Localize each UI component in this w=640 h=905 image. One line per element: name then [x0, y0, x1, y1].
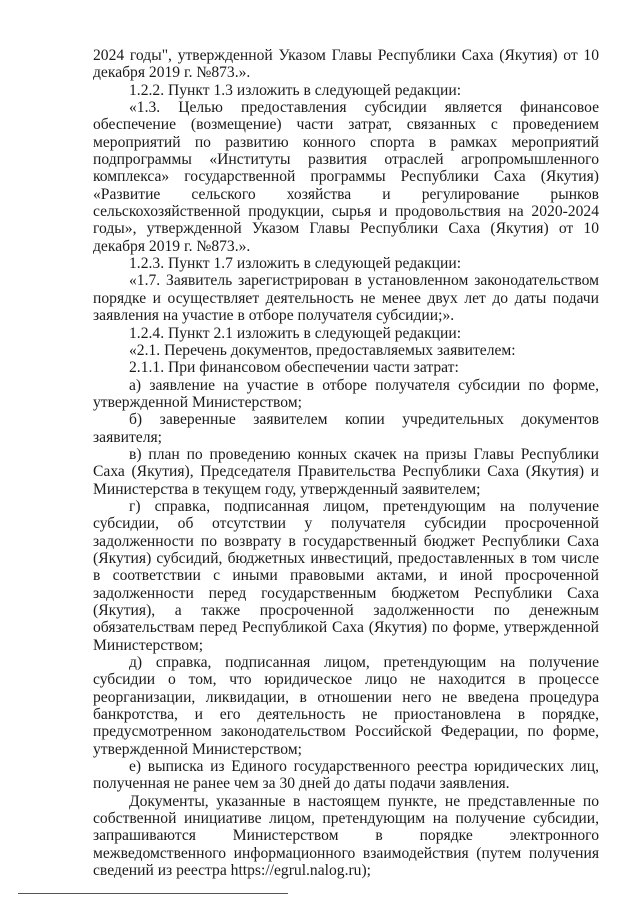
paragraph-clause-1-3: «1.3. Целью предоставления субсидии является финансовое обеспечение (возмещение) части затрат, связанных с проведением мероприятий по развитию конного спорта в рамках мероприятий подпрограммы «Институты развития отраслей агропромышленного комплекса» государственной программы Республики Саха (Якутия) «Развитие сельского хозяйства и регулирование рынков сельскохозяйственной продукции, сырья и продовольствия на 2020-2024 годы», утвержденной Указом Главы Республики Саха (Якутия) от 10 декабря 2019 г. №873.». — [93, 99, 599, 255]
list-item-v: в) план по проведению конных скачек на призы Главы Республики Саха (Якутия), Председателя Правительства Республики Саха (Якутия) и Министерства в текущем году, утвержденный заявителем; — [93, 445, 599, 498]
list-item-b: б) заверенные заявителем копии учредительных документов заявителя; — [93, 411, 599, 446]
paragraph-clause-2-1: «2.1. Перечень документов, предоставляемых заявителем: — [129, 341, 516, 359]
paragraph-item-1-2-2: 1.2.2. Пункт 1.3 изложить в следующей редакции: — [129, 81, 462, 99]
paragraph-clause-1-7: «1.7. Заявитель зарегистрирован в установленном законодательством порядке и осуществляет деятельность не менее двух лет до даты подачи заявления на участие в отборе получателя субсидии;». — [93, 272, 599, 325]
paragraph-clause-2-1-1: 2.1.1. При финансовом обеспечении части затрат: — [129, 359, 459, 377]
footer-divider — [18, 893, 288, 894]
list-item-g: г) справка, подписанная лицом, претендующим на получение субсидии, об отсутствии у получателя субсидии просроченной задолженности по возврату в государственный бюджет Республики Саха (Якутия) субсидий, бюджетных инвестиций, предоставленных в том числе в соответствии с иными правовыми актами, и иной просроченной задолженности перед государственным бюджетом Республики Саха (Якутия), а также просроченной задолженности по денежным обязательствам перед Республикой Саха (Якутия) по форме, утвержденной Министерством; — [93, 497, 599, 654]
list-item-d: д) справка, подписанная лицом, претендующим на получение субсидии о том, что юридическое лицо не находится в процессе реорганизации, ликвидации, в отношении него не введена процедура банкротства, и его деятельность не приостановлена в порядке, предусмотренном законодательством Российской Федерации, по форме, утвержденной Министерством; — [93, 654, 599, 758]
paragraph-item-1-2-4: 1.2.4. Пункт 2.1 изложить в следующей редакции: — [129, 324, 462, 342]
paragraph-item-1-2-3: 1.2.3. Пункт 1.7 изложить в следующей редакции: — [129, 255, 462, 273]
list-item-e: е) выписка из Единого государственного реестра юридических лиц, полученная не ранее чем за 30 дней до даты подачи заявления. — [93, 758, 599, 793]
paragraph-continuation: 2024 годы", утвержденной Указом Главы Республики Саха (Якутия) от 10 декабря 2019 г. №873.». — [93, 47, 599, 82]
list-item-a: а) заявление на участие в отборе получателя субсидии по форме, утвержденной Министерством; — [93, 376, 599, 411]
paragraph-documents-request: Документы, указанные в настоящем пункте, не представленные по собственной инициативе лицом, претендующим на получение субсидии, запрашиваются Министерством в порядке электронного межведомственного информационного взаимодействия (путем получения сведений из реестра https://egrul.nalog.ru); — [93, 792, 599, 880]
document-page — [93, 47, 599, 880]
